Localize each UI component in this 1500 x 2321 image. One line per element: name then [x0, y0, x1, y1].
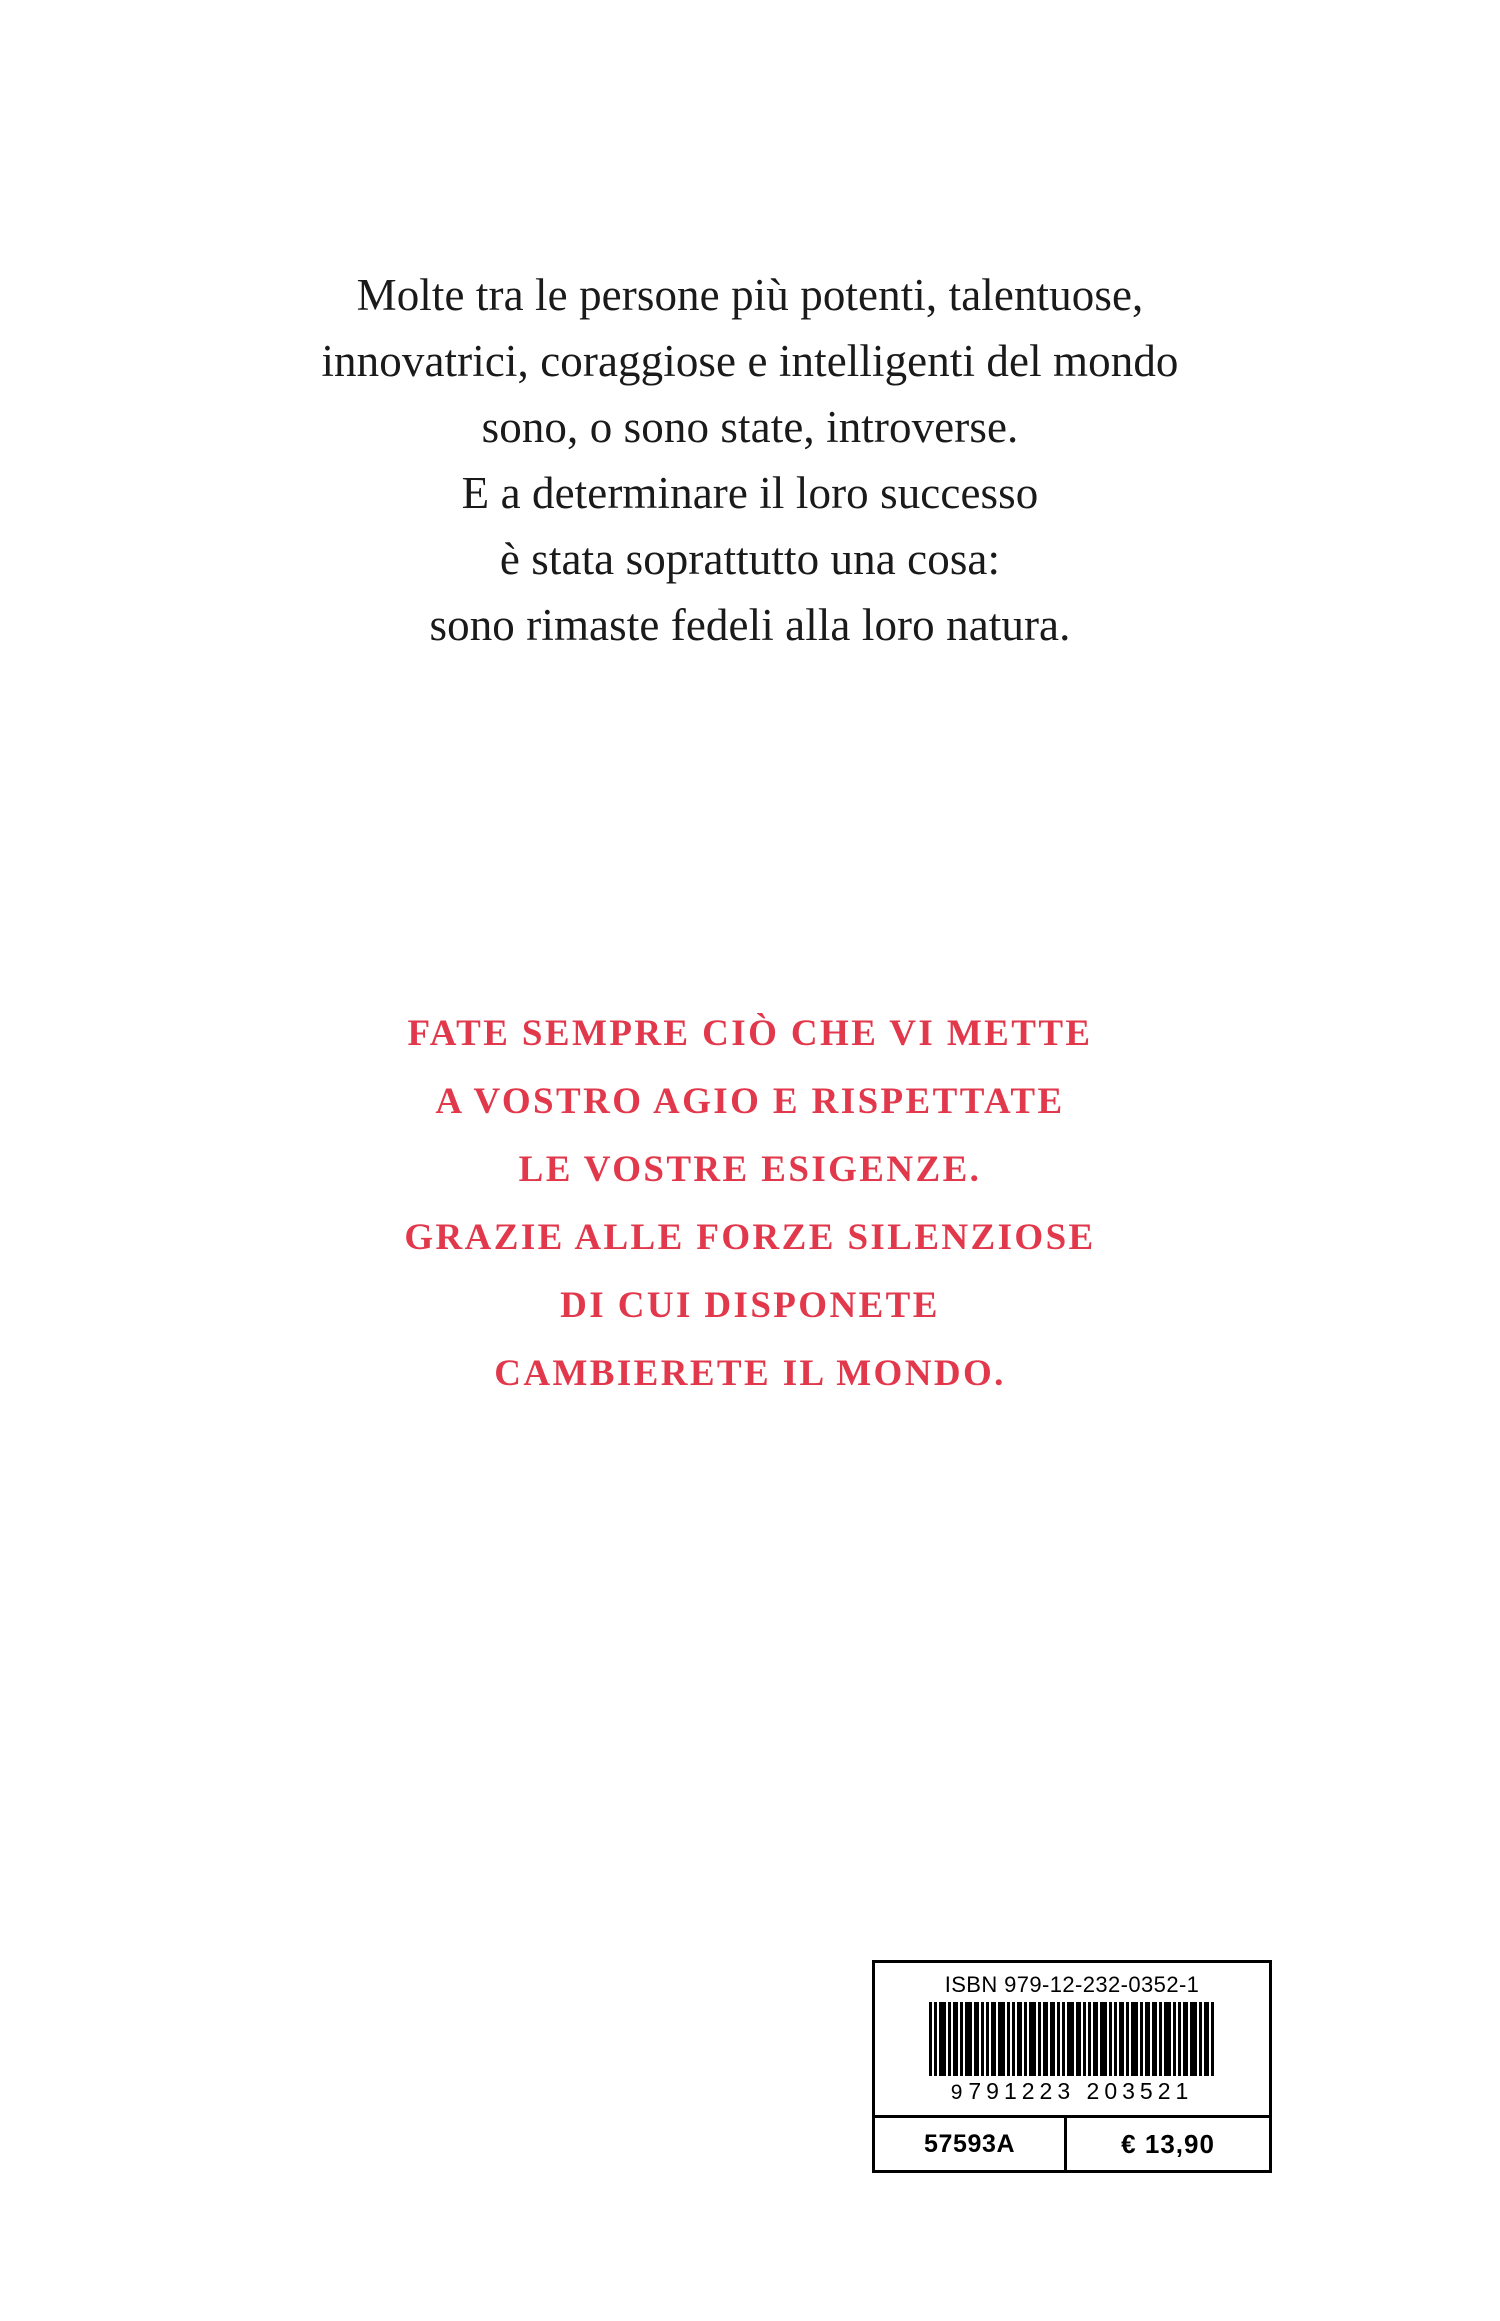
barcode-digit-lead: 9: [950, 2081, 963, 2104]
barcode-digit-main: 791223 203521: [968, 2078, 1194, 2104]
price-value: € 13,90: [1121, 2128, 1215, 2159]
blurb-paragraph: [0, 262, 1500, 658]
blurb-line: Molte tra le persone più potenti, talentuose,: [356, 270, 1144, 320]
price-row: [875, 2115, 1269, 2170]
isbn-label: ISBN 979-12-232-0352-1: [944, 1972, 1200, 1997]
blurb-line: sono rimaste fedeli alla loro natura.: [429, 600, 1071, 650]
quote-line: FATE SEMPRE CIÒ CHE VI METTE: [407, 1013, 1093, 1054]
quote-line: A VOSTRO AGIO E RISPETTATE: [435, 1081, 1065, 1122]
barcode-digits: [875, 2076, 1269, 2115]
barcode-bars: [875, 2002, 1269, 2076]
item-code: 57593A: [875, 2118, 1067, 2170]
barcode-block: [872, 1960, 1272, 2173]
blurb-line: innovatrici, coraggiose e intelligenti del mondo: [321, 336, 1179, 386]
barcode-bars-inner: [929, 2002, 1216, 2076]
quote-line: GRAZIE ALLE FORZE SILENZIOSE: [404, 1217, 1096, 1258]
quote-line: DI CUI DISPONETE: [560, 1285, 940, 1326]
quote-line: CAMBIERETE IL MONDO.: [494, 1353, 1006, 1394]
blurb-line: E a determinare il loro successo: [461, 468, 1039, 518]
blurb-line: sono, o sono state, introverse.: [481, 402, 1019, 452]
pull-quote: [0, 1000, 1500, 1408]
blurb-line: è stata soprattutto una cosa:: [499, 534, 1001, 584]
quote-line: LE VOSTRE ESIGENZE.: [518, 1149, 982, 1190]
